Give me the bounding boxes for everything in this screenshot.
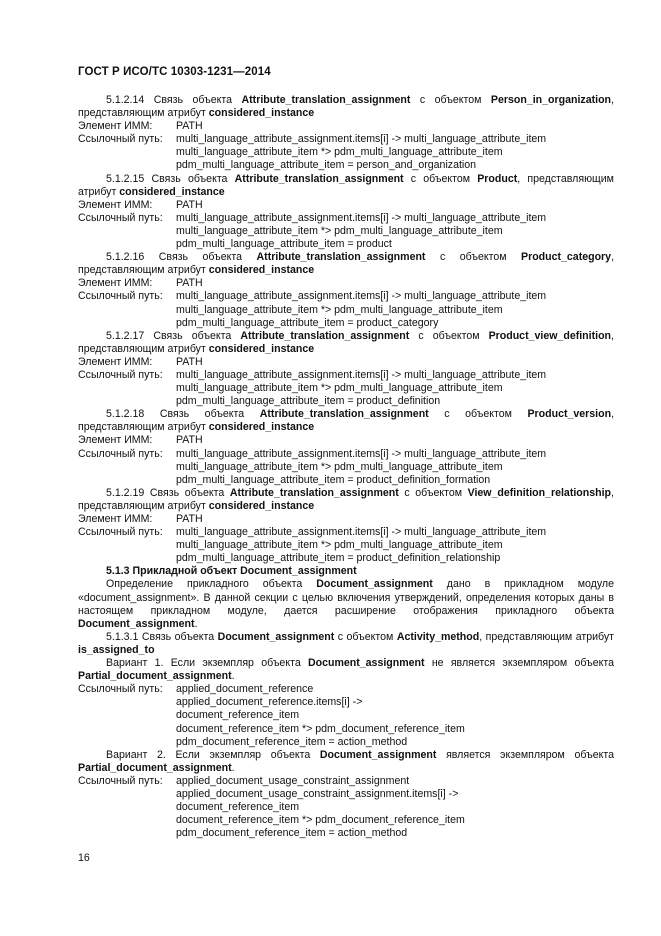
aim-element-value: PATH xyxy=(176,355,203,368)
reference-path-row xyxy=(78,683,614,696)
mapping-heading: 5.1.2.14 Связь объекта Attribute_translation_assignment с объектом Person_in_organization, представляющим атрибут considered_instance xyxy=(78,94,614,120)
aim-element-value: PATH xyxy=(176,513,203,525)
mapping-section xyxy=(78,487,614,566)
definition-paragraph: Определение прикладного объекта Document_assignment дано в прикладном модуле «document_assignment». В данной секции с целью включения утверждений, определения которых даны в настоящем прикладном модуле, дается расширение отображения прикладного объекта Document_assignment. xyxy=(78,578,614,630)
mapping-section xyxy=(78,408,614,487)
reference-path-line: pdm_document_reference_item = action_method xyxy=(176,827,408,840)
aim-element-row xyxy=(78,199,614,212)
reference-path-label: Ссылочный путь: xyxy=(78,133,163,146)
mapping-sections xyxy=(78,94,614,565)
reference-path-label: Ссылочный путь: xyxy=(78,447,163,460)
variant-heading: Вариант 2. Если экземпляр объекта Document_assignment является экземпляром объекта Partial_document_assignment. xyxy=(78,748,614,774)
aim-element-value: PATH xyxy=(176,120,203,133)
reference-path-line: multi_language_attribute_item *> pdm_multi_language_attribute_item xyxy=(176,303,503,316)
aim-element-value: PATH xyxy=(176,277,203,290)
aim-element-value: PATH xyxy=(176,434,203,447)
reference-path-line: pdm_multi_language_attribute_item = product_definition xyxy=(176,395,441,408)
mapping-heading: 5.1.2.15 Связь объекта Attribute_translation_assignment с объектом Product, представляющим атрибут considered_instance xyxy=(78,172,614,198)
reference-path-line: multi_language_attribute_assignment.items[i] -> multi_language_attribute_item xyxy=(176,133,547,146)
variant-block xyxy=(78,749,614,841)
reference-path-line: pdm_multi_language_attribute_item = product_definition_formation xyxy=(176,473,491,486)
reference-path-label: Ссылочный путь: xyxy=(78,683,163,696)
reference-path-line: multi_language_attribute_assignment.items[i] -> multi_language_attribute_item xyxy=(176,290,547,303)
reference-path-line: document_reference_item *> pdm_document_reference_item xyxy=(176,814,465,827)
reference-path-line: multi_language_attribute_item *> pdm_multi_language_attribute_item xyxy=(176,146,503,159)
reference-path-row xyxy=(78,133,614,146)
aim-element-label: Элемент ИММ: xyxy=(78,277,153,290)
reference-path-row xyxy=(78,526,614,539)
mapping-section xyxy=(78,94,614,173)
mapping-section xyxy=(78,251,614,330)
mapping-section xyxy=(78,330,614,409)
reference-path-line: document_reference_item xyxy=(176,709,300,722)
section-5-1-3 xyxy=(78,565,614,840)
aim-element-label: Элемент ИММ: xyxy=(78,434,153,447)
reference-path-line: applied_document_usage_constraint_assignment xyxy=(176,774,410,787)
mapping-heading: 5.1.2.19 Связь объекта Attribute_translation_assignment с объектом View_definition_relationship, представляющим атрибут considered_instance xyxy=(78,486,614,512)
page-number: 16 xyxy=(78,852,90,864)
section-title: 5.1.3 Прикладной объект Document_assignment xyxy=(106,565,357,578)
reference-path-line: multi_language_attribute_assignment.items[i] -> multi_language_attribute_item xyxy=(176,447,547,460)
aim-element-row xyxy=(78,513,614,526)
aim-element-label: Элемент ИММ: xyxy=(78,355,153,368)
reference-path-line: document_reference_item xyxy=(176,801,300,814)
reference-path-line: pdm_multi_language_attribute_item = product_category xyxy=(176,316,439,329)
reference-path-row xyxy=(78,212,614,225)
mapping-heading: 5.1.2.18 Связь объекта Attribute_translation_assignment с объектом Product_version, представляющим атрибут considered_instance xyxy=(78,408,615,434)
mapping-section xyxy=(78,173,614,252)
aim-element-row xyxy=(78,356,614,369)
document-body xyxy=(78,94,614,840)
subsection-heading: 5.1.3.1 Связь объекта Document_assignment с объектом Activity_method, представляющим атрибут is_assigned_to xyxy=(78,630,615,656)
reference-path-line: multi_language_attribute_assignment.items[i] -> multi_language_attribute_item xyxy=(176,526,547,539)
reference-path-line: applied_document_reference.items[i] -> xyxy=(176,696,363,709)
aim-element-value: PATH xyxy=(176,198,203,211)
reference-path-row xyxy=(78,369,614,382)
aim-element-row xyxy=(78,120,614,133)
reference-path-line: multi_language_attribute_assignment.items[i] -> multi_language_attribute_item xyxy=(176,211,547,224)
reference-path-line: multi_language_attribute_item *> pdm_multi_language_attribute_item xyxy=(176,539,503,552)
reference-path-label: Ссылочный путь: xyxy=(78,368,163,381)
document-header: ГОСТ Р ИСО/ТС 10303-1231—2014 xyxy=(78,66,271,78)
aim-element-row xyxy=(78,434,614,447)
reference-path-label: Ссылочный путь: xyxy=(78,774,163,787)
reference-path-line: applied_document_usage_constraint_assignment.items[i] -> xyxy=(176,787,459,800)
reference-path-line: pdm_multi_language_attribute_item = product_definition_relationship xyxy=(176,552,501,565)
reference-path-line: multi_language_attribute_item *> pdm_multi_language_attribute_item xyxy=(176,460,503,473)
reference-path-label: Ссылочный путь: xyxy=(78,526,163,539)
reference-path-row xyxy=(78,290,614,303)
reference-path-line: multi_language_attribute_item *> pdm_multi_language_attribute_item xyxy=(176,224,503,237)
aim-element-row xyxy=(78,277,614,290)
variants xyxy=(78,657,614,840)
mapping-heading: 5.1.2.17 Связь объекта Attribute_translation_assignment с объектом Product_view_definition, представляющим атрибут considered_instance xyxy=(78,329,614,355)
reference-path-line: document_reference_item *> pdm_document_reference_item xyxy=(176,722,465,735)
reference-path-row xyxy=(78,448,614,461)
reference-path-line: pdm_document_reference_item = action_method xyxy=(176,735,408,748)
reference-path-line: pdm_multi_language_attribute_item = product xyxy=(176,238,392,251)
reference-path-line: pdm_multi_language_attribute_item = person_and_organization xyxy=(176,159,477,172)
mapping-heading: 5.1.2.16 Связь объекта Attribute_translation_assignment с объектом Product_category, представляющим атрибут considered_instance xyxy=(78,251,615,277)
variant-heading: Вариант 1. Если экземпляр объекта Document_assignment не является экземпляром объекта Partial_document_assignment. xyxy=(78,657,614,683)
aim-element-label: Элемент ИММ: xyxy=(78,120,153,133)
aim-element-label: Элемент ИММ: xyxy=(78,198,153,211)
reference-path-line: multi_language_attribute_assignment.items[i] -> multi_language_attribute_item xyxy=(176,368,547,381)
reference-path-line: multi_language_attribute_item *> pdm_multi_language_attribute_item xyxy=(176,382,503,395)
variant-block xyxy=(78,657,614,749)
reference-path-row xyxy=(78,775,614,788)
reference-path-label: Ссылочный путь: xyxy=(78,290,163,303)
reference-path-label: Ссылочный путь: xyxy=(78,211,163,224)
reference-path-line: applied_document_reference xyxy=(176,683,314,696)
aim-element-label: Элемент ИММ: xyxy=(78,513,153,525)
